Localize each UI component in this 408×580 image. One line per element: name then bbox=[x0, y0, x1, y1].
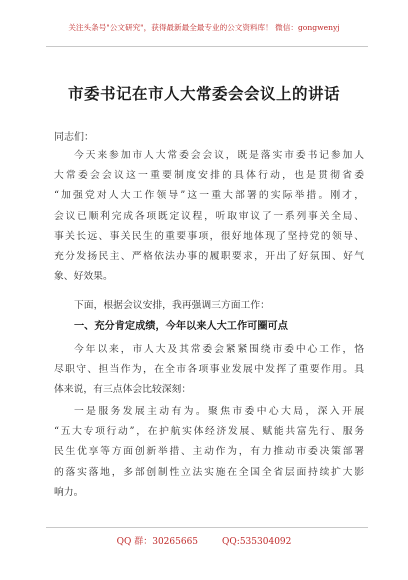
paragraph-4 bbox=[54, 402, 364, 503]
header-divider bbox=[46, 46, 368, 47]
paragraph-line: 下面，根据会议安排，我再强调三方面工作： bbox=[74, 300, 270, 311]
paragraph-line: 会议已顺利完成各项既定议程，听取审议了一系列事关全局、 bbox=[54, 210, 364, 222]
paragraph-line: 今年以来，市人大及其常委会紧紧围绕市委中心工作，恪 bbox=[74, 344, 364, 355]
footer-qq-number: QQ:535304092 bbox=[222, 537, 292, 547]
paragraph-line: 尽职守、担当作为，在全市各项事业发展中发挥了重要作用。具 bbox=[54, 364, 364, 376]
paragraph-line: 的落实落地，多部创制性立法实施在全国全省层面持续扩大影 bbox=[54, 466, 364, 478]
paragraph-1 bbox=[54, 146, 364, 287]
paragraph-line: 一是服务发展主动有为。聚焦市委中心大局，深入开展 bbox=[74, 406, 364, 417]
paragraph-line: 响力。 bbox=[54, 486, 84, 498]
paragraph-line: 充分发扬民主、严格依法办事的履职要求，开出了好氛围、好气 bbox=[54, 250, 364, 262]
document-title: 市委书记在市人大常委会会议上的讲话 bbox=[67, 84, 340, 103]
footer-qq-group: QQ 群：30265665 bbox=[116, 537, 199, 547]
paragraph-line: “加强党对人大工作领导”这一重大部署的实际举措。刚才， bbox=[54, 190, 364, 202]
paragraph-line: 民生优享等方面创新举措、主动作为，有力推动市委决策部署 bbox=[54, 446, 364, 458]
footer-divider bbox=[46, 527, 368, 528]
section-heading: 一、充分肯定成绩，今年以来人大工作可圈可点 bbox=[74, 320, 288, 332]
paragraph-2 bbox=[54, 296, 364, 316]
paragraph-line: 今天来参加市人大常委会会议，既是落实市委书记参加人 bbox=[74, 150, 364, 161]
paragraph-3 bbox=[54, 340, 364, 401]
paragraph-line: 象、好效果。 bbox=[54, 271, 113, 283]
salutation: 同志们： bbox=[54, 132, 94, 143]
paragraph-line: “五大专项行动”，在护航实体经济发展、赋能共富先行、服务 bbox=[54, 426, 364, 438]
footer-contact bbox=[0, 534, 408, 547]
paragraph-line: 大常委会会议这一重要制度安排的具体行动，也是贯彻省委 bbox=[54, 170, 364, 182]
header-note: 关注头条号"公文研究"，获得最新最全最专业的公文资料库！ 微信：gongwenyj bbox=[68, 23, 340, 32]
paragraph-line: 事关长远、事关民生的重要事项，很好地体现了坚持党的领导、 bbox=[54, 230, 364, 242]
paragraph-line: 体来说，有三点体会比较深刻： bbox=[54, 384, 192, 396]
section-heading-1 bbox=[54, 316, 364, 336]
